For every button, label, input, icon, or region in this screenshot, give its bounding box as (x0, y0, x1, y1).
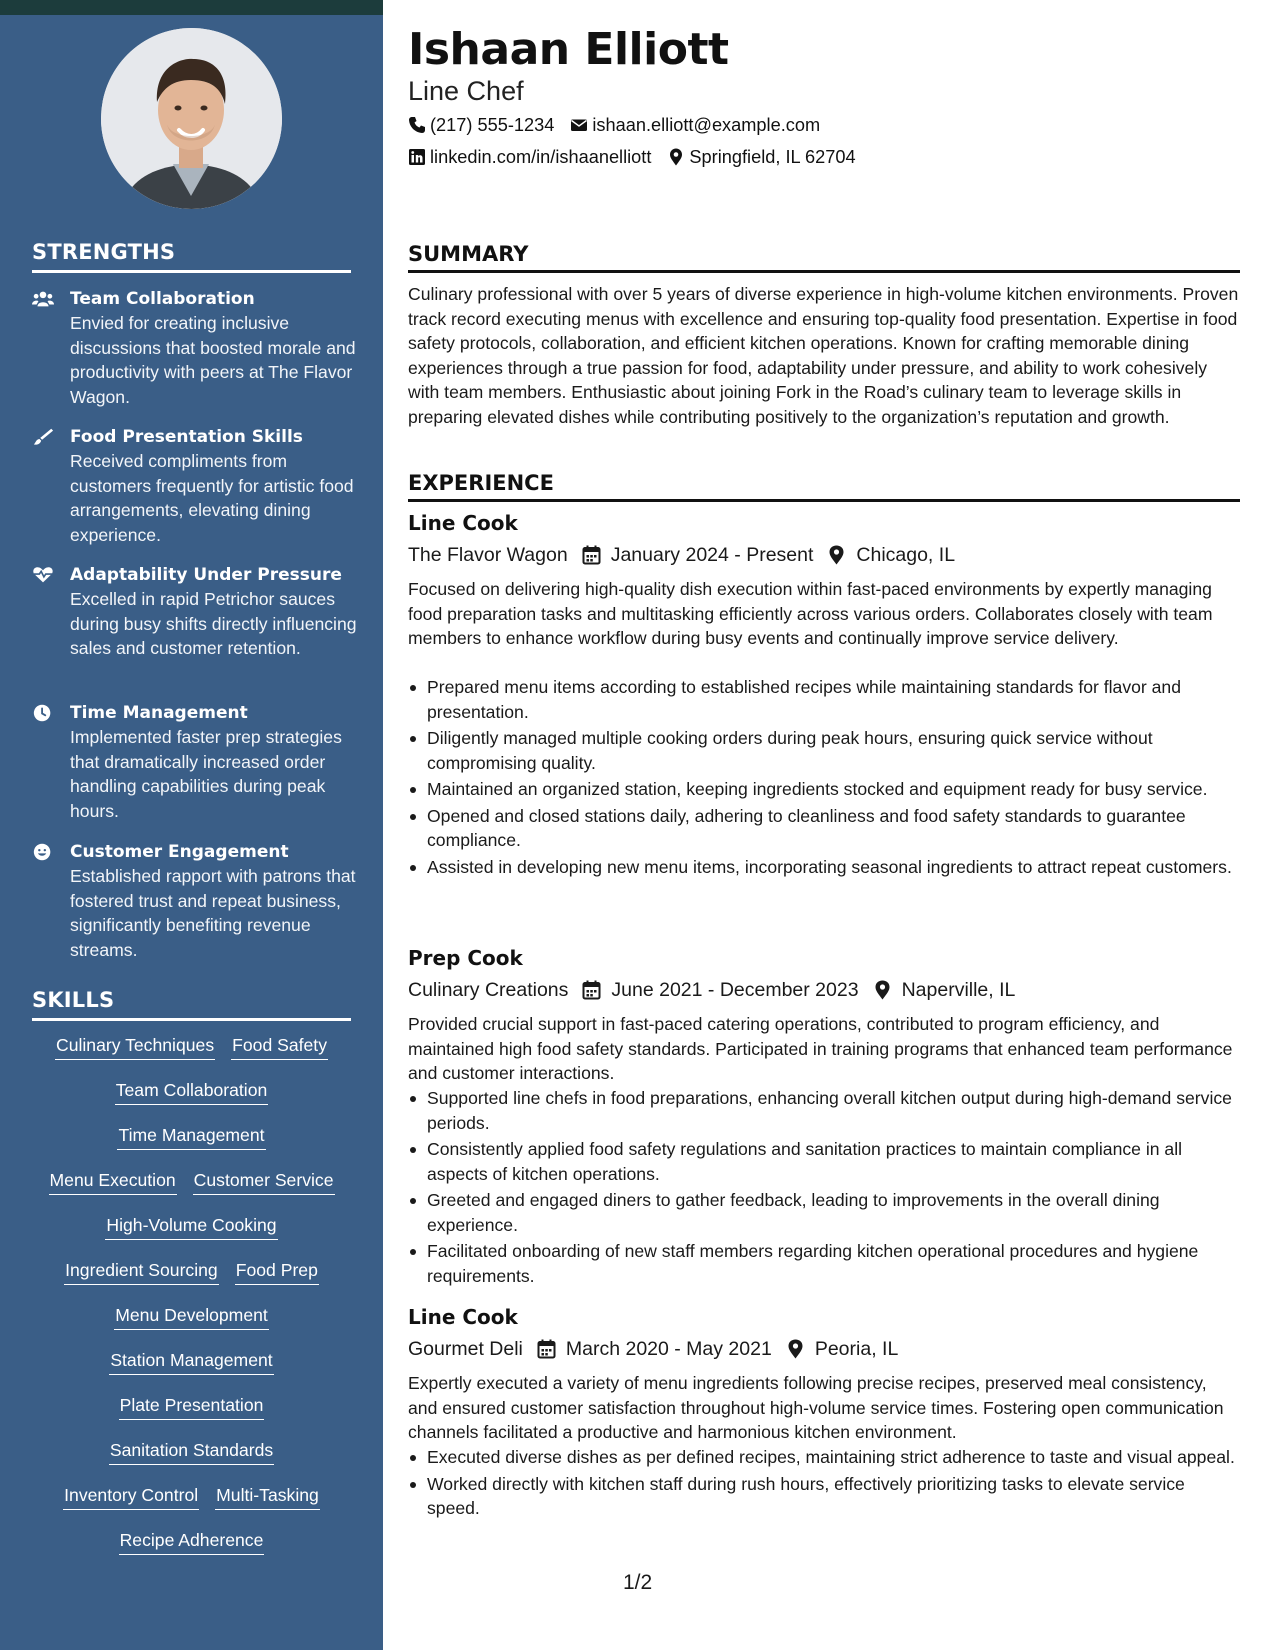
skill-tag: Food Prep (235, 1258, 319, 1285)
bullet-item: Worked directly with kitchen staff during rush hours, effectively prioritizing tasks to elevate service speed. (408, 1472, 1240, 1521)
candidate-title: Line Chef (408, 76, 524, 106)
bullet-item: Greeted and engaged diners to gather feedback, leading to improvements in the overall dining experience. (408, 1188, 1240, 1237)
location-text: Springfield, IL 62704 (689, 147, 856, 167)
phone-text[interactable]: (217) 555-1234 (430, 115, 555, 135)
linkedin-text[interactable]: linkedin.com/in/ishaanelliott (430, 147, 652, 167)
job-meta (408, 1335, 912, 1363)
strength-item (32, 425, 357, 547)
bullet-item: Prepared menu items according to established recipes while maintaining standards for flavor and presentation. (408, 675, 1240, 724)
skill-tag: Recipe Adherence (119, 1528, 265, 1555)
heartbeat-icon (32, 563, 70, 661)
job-bullets (408, 1445, 1240, 1523)
team-icon (32, 287, 70, 409)
sidebar-top-bar (0, 0, 383, 15)
sidebar (0, 0, 383, 1650)
skill-tag: Ingredient Sourcing (64, 1258, 219, 1285)
bullet-item: Opened and closed stations daily, adhering to cleanliness and food safety standards to guarantee compliance. (408, 804, 1240, 853)
location-pin-icon (827, 545, 856, 565)
strength-title: Team Collaboration (70, 289, 255, 309)
strengths-heading: STRENGTHS (32, 240, 351, 273)
skill-tag: Time Management (117, 1123, 265, 1150)
company-name: Culinary Creations (408, 979, 569, 1001)
skill-tag: Culinary Techniques (55, 1033, 215, 1060)
bullet-item: Diligently managed multiple cooking orders during peak hours, ensuring quick service without compromising quality. (408, 726, 1240, 775)
strength-description: Envied for creating inclusive discussions that boosted morale and productivity with peers at The Flavor Wagon. (70, 313, 356, 407)
email-icon (570, 116, 592, 134)
job-dates (582, 976, 858, 1004)
experience-heading: EXPERIENCE (408, 471, 1240, 502)
job-dates (537, 1335, 772, 1363)
summary-text: Culinary professional with over 5 years of diverse experience in high-volume kitchen environments. Proven track record executing menus with excellence and ensuring top-quality food presentation. Expertise in food safety protocols, collaboration, and efficient kitchen operations. Known for crafting memorable dining experiences through a true passion for food, adaptability under pressure, and ability to work cohesively with team members. Enthusiastic about joining Fork in the Road’s culinary team to leverage skills in preparing elevated dishes while contributing positively to the organization’s reputation and growth. (408, 284, 1239, 427)
skills-list (32, 1033, 351, 1573)
company-name: Gourmet Deli (408, 1338, 523, 1360)
job-dates-text: March 2020 - May 2021 (565, 1338, 772, 1360)
job-bullets (408, 1086, 1240, 1290)
strength-description: Established rapport with patrons that fostered trust and repeat business, significantly benefiting revenue streams. (70, 866, 356, 960)
brush-icon (32, 425, 70, 547)
strength-item (32, 840, 357, 962)
calendar-icon (537, 1339, 566, 1359)
bullet-item: Executed diverse dishes as per defined recipes, maintaining strict adherence to taste and visual appeal. (408, 1445, 1240, 1470)
strength-item (32, 287, 357, 409)
bullet-item: Consistently applied food safety regulations and sanitation practices to maintain compliance in all aspects of kitchen operations. (408, 1137, 1240, 1186)
summary-heading: SUMMARY (408, 242, 1240, 273)
skill-tag: Team Collaboration (115, 1078, 269, 1105)
location-contact (667, 145, 855, 169)
strength-description: Excelled in rapid Petrichor sauces during busy shifts directly influencing sales and customer retention. (70, 589, 357, 658)
job-location-text: Peoria, IL (814, 1338, 899, 1360)
strength-title: Adaptability Under Pressure (70, 565, 342, 585)
job-location-text: Chicago, IL (856, 544, 956, 566)
skill-tag: Customer Service (193, 1168, 335, 1195)
job-meta (408, 541, 969, 569)
strength-title: Food Presentation Skills (70, 427, 303, 447)
strength-title: Time Management (70, 703, 248, 723)
location-pin-icon (786, 1339, 815, 1359)
linkedin-contact (408, 145, 651, 169)
contact-line (408, 113, 836, 137)
job-location (786, 1335, 898, 1363)
calendar-icon (582, 545, 611, 565)
skill-tag: Station Management (109, 1348, 273, 1375)
strength-item (32, 701, 357, 823)
job-location (873, 976, 1016, 1004)
linkedin-icon (408, 148, 430, 166)
job-dates-text: June 2021 - December 2023 (611, 979, 859, 1001)
skill-tag: Menu Execution (49, 1168, 177, 1195)
bullet-item: Maintained an organized station, keeping ingredients stocked and equipment ready for busy service. (408, 777, 1240, 802)
smile-icon (32, 840, 70, 962)
skills-heading: SKILLS (32, 988, 351, 1021)
phone-contact (408, 113, 554, 137)
job-description: Focused on delivering high-quality dish execution within fast-paced environments by expertly managing food preparation tasks and multitasking efficiently across various orders. Collaborates closely with team members to enhance workflow during busy events and continually improve service delivery. (408, 579, 1213, 648)
skill-tag: Multi-Tasking (215, 1483, 320, 1510)
skill-tag: High-Volume Cooking (105, 1213, 277, 1240)
company-name: The Flavor Wagon (408, 544, 568, 566)
job-description: Expertly executed a variety of menu ingredients following precise recipes, preserved meal consistency, and ensured customer satisfaction throughout high-volume service times. Fostering open communication channels facilitated a productive and harmonious kitchen environment. (408, 1373, 1224, 1442)
job-dates-text: January 2024 - Present (610, 544, 814, 566)
candidate-name: Ishaan Elliott (408, 24, 729, 75)
bullet-item: Facilitated onboarding of new staff members regarding kitchen operational procedures and hygiene requirements. (408, 1239, 1240, 1288)
page-number: 1/2 (623, 1571, 653, 1594)
skill-tag: Menu Development (114, 1303, 269, 1330)
job-bullets (408, 675, 1240, 881)
job-title: Line Cook (408, 1305, 518, 1329)
job-location (827, 541, 955, 569)
profile-photo (101, 28, 282, 209)
skill-tag: Plate Presentation (119, 1393, 265, 1420)
phone-icon (408, 116, 430, 134)
bullet-item: Supported line chefs in food preparations, enhancing overall kitchen output during high-demand service periods. (408, 1086, 1240, 1135)
skill-tag: Food Safety (231, 1033, 328, 1060)
email-contact (570, 113, 820, 137)
email-text[interactable]: ishaan.elliott@example.com (592, 115, 821, 135)
strength-description: Implemented faster prep strategies that dramatically increased order handling capabilities during peak hours. (70, 727, 342, 821)
job-description: Provided crucial support in fast-paced catering operations, contributed to program efficiency, and maintained high food safety standards. Participated in training programs that enhanced team performance and customer interactions. (408, 1014, 1233, 1083)
job-meta (408, 976, 1029, 1004)
clock-icon (32, 701, 70, 823)
calendar-icon (582, 980, 611, 1000)
strength-title: Customer Engagement (70, 842, 289, 862)
skill-tag: Sanitation Standards (109, 1438, 274, 1465)
job-title: Prep Cook (408, 946, 523, 970)
bullet-item: Assisted in developing new menu items, incorporating seasonal ingredients to attract repeat customers. (408, 855, 1240, 880)
skill-tag: Inventory Control (63, 1483, 199, 1510)
strength-description: Received compliments from customers frequently for artistic food arrangements, elevating dining experience. (70, 451, 354, 545)
strength-item (32, 563, 357, 661)
contact-line (408, 145, 872, 169)
location-pin-icon (667, 148, 689, 166)
job-location-text: Naperville, IL (901, 979, 1016, 1001)
job-title: Line Cook (408, 511, 518, 535)
job-dates (582, 541, 814, 569)
location-pin-icon (873, 980, 902, 1000)
